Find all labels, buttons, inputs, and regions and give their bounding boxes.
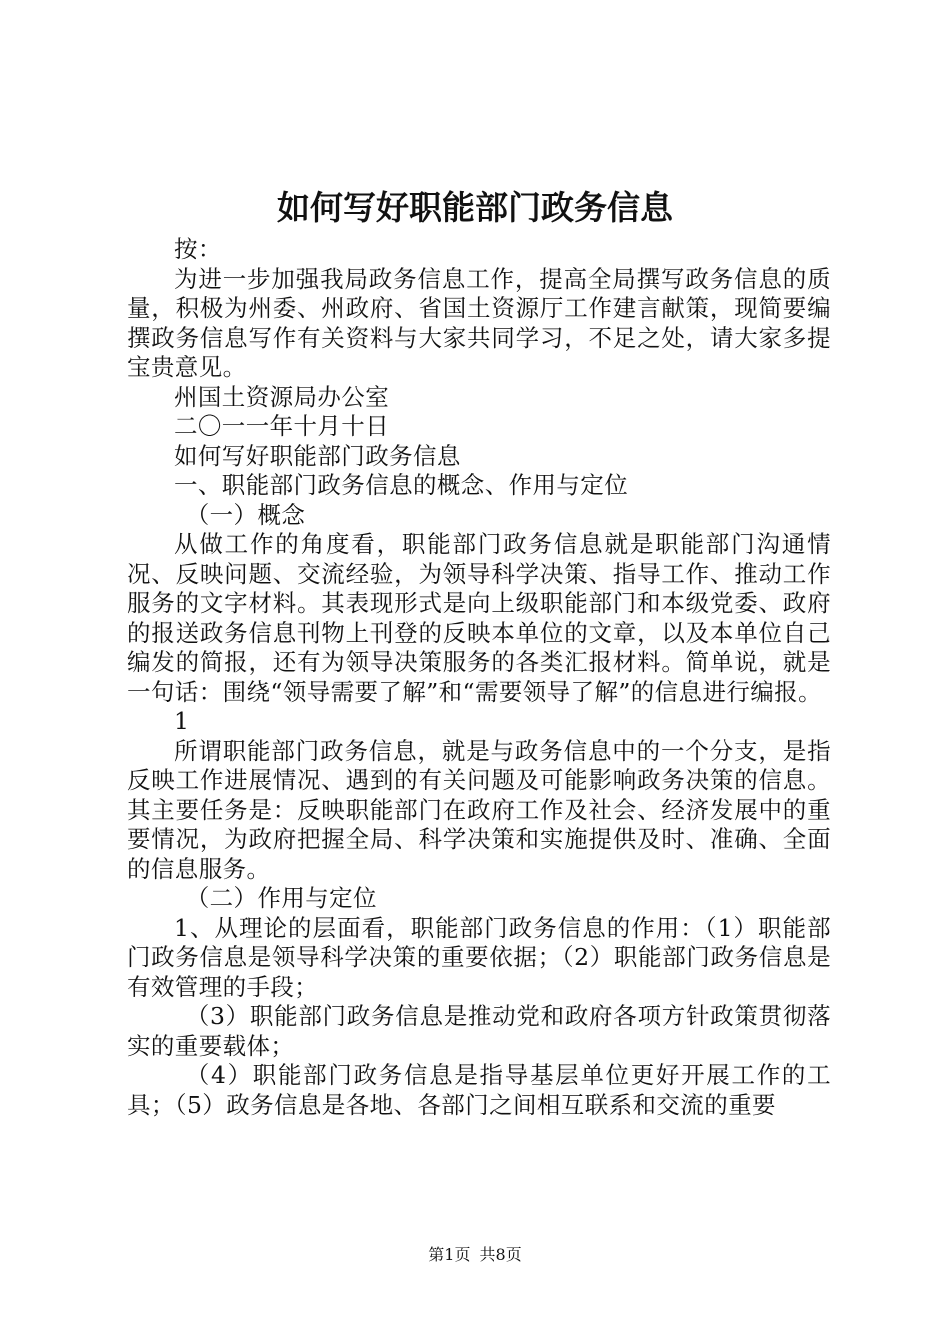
document-title: 如何写好职能部门政务信息 (277, 188, 673, 227)
section-heading-1: 一、职能部门政务信息的概念、作用与定位 (174, 471, 629, 499)
page-number: 第1页 (428, 1245, 471, 1264)
paragraph-definition: 所谓职能部门政务信息，就是与政务信息中的一个分支，是指反映工作进展情况、遇到的有关问题及可能影响政务决策的信息。其主要任务是：反映职能部门在政府工作及社会、经济发展中的重要情况，为政府把握全局、科学决策和实施提供及时、准确、全面的信息服务。 (127, 736, 831, 883)
paragraph-subtitle: 如何写好职能部门政务信息 (174, 441, 461, 470)
paragraph-role-1: 1、从理论的层面看，职能部门政务信息的作用：（1）职能部门政务信息是领导科学决策的重要依据；（2）职能部门政务信息是有效管理的手段； (127, 913, 831, 1001)
page-total: 共8页 (479, 1245, 522, 1264)
subsection-heading-role: （二）作用与定位 (185, 884, 377, 912)
paragraph-number-1: 1 (174, 707, 190, 735)
paragraph-date: 二〇一一年十月十日 (174, 412, 390, 440)
paragraph-role-3: （3）职能部门政务信息是推动党和政府各项方针政策贯彻落实的重要载体； (127, 1002, 831, 1060)
paragraph-role-4: （4）职能部门政务信息是指导基层单位更好开展工作的工具；（5）政务信息是各地、各部门之间相互联系和交流的重要 (127, 1061, 831, 1119)
paragraph-office: 州国土资源局办公室 (174, 382, 390, 411)
page-footer (0, 1243, 950, 1267)
document-body (127, 235, 831, 1120)
subsection-heading-concept: （一）概念 (185, 500, 306, 529)
paragraph-preface: 为进一步加强我局政务信息工作，提高全局撰写政务信息的质量，积极为州委、州政府、省国土资源厅工作建言献策，现简要编撰政务信息写作有关资料与大家共同学习，不足之处，请大家多提宝贵意见。 (127, 264, 831, 381)
paragraph-concept: 从做工作的角度看，职能部门政务信息就是职能部门沟通情况、反映问题、交流经验，为领导科学决策、指导工作、推动工作服务的文字材料。其表现形式是向上级职能部门和本级党委、政府的报送政务信息刊物上刊登的反映本单位的文章，以及本单位自己编发的简报，还有为领导决策服务的各类汇报材料。简单说，就是一句话：围绕“领导需要了解”和“需要领导了解”的信息进行编报。 (127, 530, 831, 706)
paragraph-note-label: 按： (174, 235, 222, 263)
